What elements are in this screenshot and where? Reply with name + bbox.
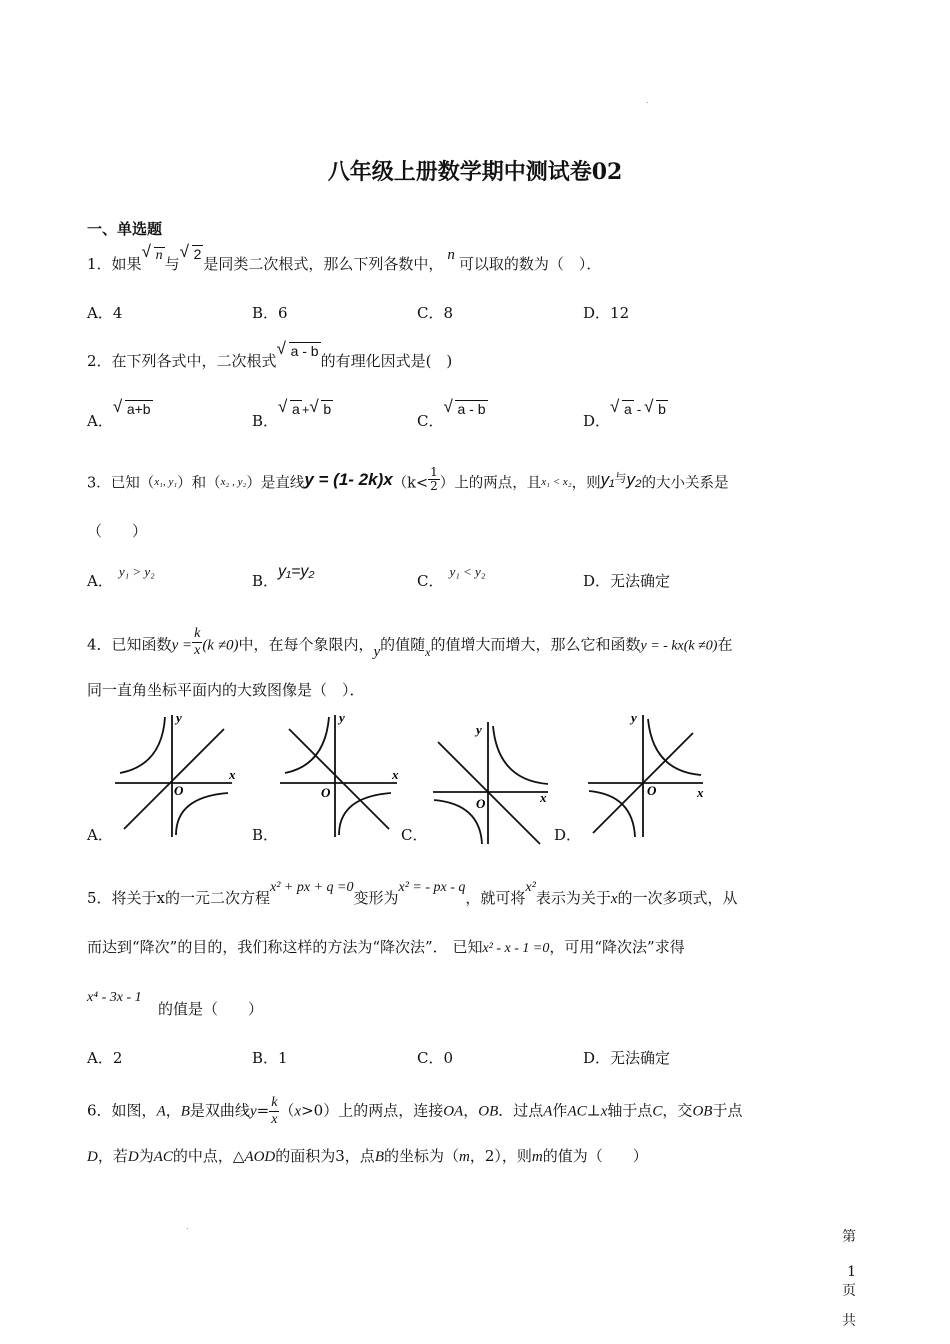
radical: √ n [141,242,163,263]
page-footer-3: 页 [842,1283,856,1299]
q6-line2-segment: 的中点，△ [172,1147,245,1165]
option-d: D．无法确定 [583,1049,671,1067]
graph-option-a [110,705,240,840]
option-c: C． √ a - b [417,397,486,430]
option-c: C．8 [417,304,454,322]
option-a: A．y₁ > y₂ [87,564,155,590]
radical: √ 2 [179,242,202,262]
q6-line2-segment: D [87,1149,98,1165]
svg-text:O: O [476,796,486,811]
option-b: B．y₁=y₂ [252,563,315,590]
q6-line2-segment: 的值为（ ） [542,1147,648,1165]
q6-line2-segment: B [374,1149,384,1165]
q6-line2-segment: D [127,1149,139,1165]
axis-x-label: x [229,767,236,782]
question-6: 6．如图，A，B是双曲线y= $\frac{k}{x}$ （x>0）上的两点，连接OA，OB．过点A作AC⊥x轴于点C，交OB于点 [87,1095,743,1127]
option-a: A．2 [87,1049,123,1067]
page-footer-1: 第 [842,1229,856,1245]
question-4-line2: 同一直角坐标平面内的大致图像是（ ）． [87,681,365,699]
q6-line2-segment: ，若 [97,1147,128,1165]
option-b: B． √ a + √ b [252,397,332,430]
q6-line2-segment: AC [153,1149,173,1165]
option-b: B．6 [252,304,288,322]
graph-option-d [583,705,713,840]
option-d: D．无法确定 [583,572,671,590]
q6-line2-segment: AOD [244,1149,276,1165]
svg-text:O: O [647,783,657,798]
question-1: 1．如果 √ n 与 √ 2是同类二次根式，那么下列各数中， n 可以取的数为（ ）． [87,242,602,273]
origin-label: O [174,783,184,798]
svg-text:x: x [540,790,547,805]
option-c: C．0 [417,1049,454,1067]
question-5-line3: 的值是（ ） [158,1000,264,1018]
option-a: A． √ a+b [87,397,151,430]
scan-dot: . [186,1222,189,1231]
axis-y-label: y [176,710,182,725]
option-b: B．1 [252,1049,288,1067]
question-5-line2: 而达到“降次”的目的，我们称这样的方法为“降次法”． 已知x² - x - 1 =0，可用“降次法”求得 [87,938,685,956]
q6-line2-segment: m [531,1149,543,1165]
answer-blank: （ ） [87,522,148,540]
q6-line2-segment: m [459,1149,470,1165]
option-c-label: C． [401,826,428,844]
q6-line2-segment: 的坐标为（ [383,1147,459,1165]
svg-text:x: x [392,767,399,782]
q6-line2-segment: ，2），则 [469,1147,532,1165]
option-a: A．4 [87,304,123,322]
option-d: D． √ a - √ b [583,397,666,430]
scan-dot: . [646,96,649,105]
question-5: 5．将关于x的一元二次方程x² + px + q =0变形为x² = - px - q，就可将x²表示为关于x的一次多项式，从 [87,880,738,907]
question-4: 4．已知函数y = $\frac{k}{x}$ (k ≠0)中，在每个象限内，y的值随$_x$的值增大而增大，那么它和函数y = - kx(k ≠0)在 [87,626,733,660]
section-heading: 一、单选题 [87,220,163,238]
svg-text:x: x [697,785,704,800]
page-footer-4: 共 [842,1313,856,1329]
question-6-line2 [87,1145,648,1168]
svg-text:y: y [631,710,637,725]
question-5-expr: x⁴ - 3x - 1 [87,990,142,1005]
graph-option-b [275,705,405,840]
q6-line2-segment: 的面积为3，点 [275,1147,375,1165]
option-d-label: D． [554,826,582,844]
q6-line2-segment: 为 [138,1147,154,1165]
option-c: C．y₁ < y₂ [417,564,486,590]
graph-option-c [428,712,558,847]
radical: √ a - b [276,339,319,359]
svg-text:O: O [321,785,331,800]
page-title: 八年级上册数学期中测试卷02 [327,159,623,185]
page-footer-2: 1 [847,1264,856,1280]
question-3: 3．已知（$^{x_1, y_1}$）和（$^{x_2 , y_2}$）是直线y = (1- 2k)x（k< $\frac{1}{2}$ ）上的两点，且$^{x_1 < x_2}$，则y₁$^与$y₂的大小关系是 [87,465,729,493]
option-b-label: B． [252,826,279,844]
svg-text:y: y [476,722,482,737]
option-d: D．12 [583,304,630,322]
question-2: 2．在下列各式中，二次根式 √ a - b的有理化因式是( ) [87,339,453,370]
option-a-label: A． [87,826,113,844]
svg-text:y: y [339,710,345,725]
